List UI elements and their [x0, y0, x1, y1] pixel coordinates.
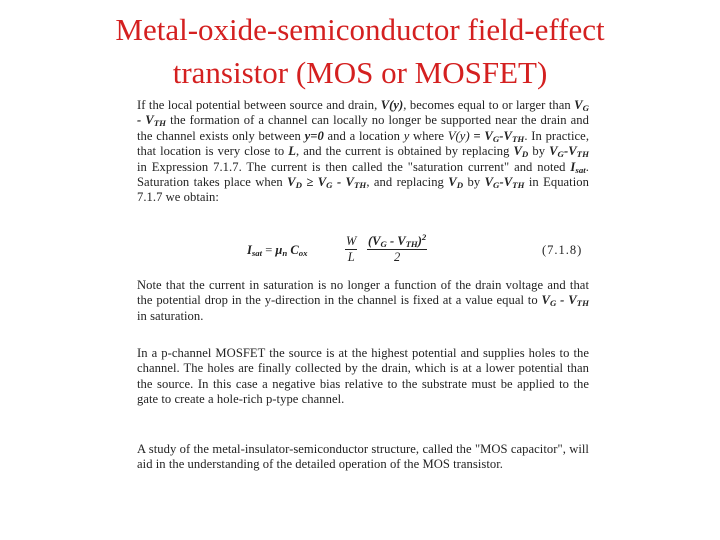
equation-7-1-8 — [247, 232, 592, 268]
slide-title-line-1: Metal-oxide-semiconductor field-effect — [115, 12, 605, 47]
math-vg: $V_G$ — [541, 293, 557, 309]
paragraph-saturation-explanation — [137, 98, 589, 206]
math-y0: y=0 — [304, 128, 324, 143]
fraction-w-over-l: $\frac{W}{L}$ — [346, 234, 357, 264]
equation-lhs: $I_{sat} = \mu_n$ $C_{ox}$ — [247, 243, 308, 258]
fraction-vg-vth-squared: $(V_G - V_{TH})^2$ 2 — [368, 232, 427, 264]
math-vth: $V_{TH}$ — [503, 128, 525, 144]
text-run: , and the current is obtained by replacing — [296, 144, 514, 159]
text-run: where — [409, 128, 448, 143]
math-isat: $I_{sat}$ — [570, 159, 586, 175]
text-run: by — [528, 144, 550, 159]
math-vth: $V_{TH}$ — [568, 293, 589, 309]
math-minus: - — [563, 144, 569, 159]
math-v-of-y: V(y) — [447, 128, 470, 143]
paragraph-p-channel: In a p-channel MOSFET the source is at the highest potential and supplies holes to the channel. The holes are finally collected by the drain, which is at a lower potential than the source. In this case a negative bias relative to the substrate must be applied to the gate to create a hole-rich p-type channel. — [137, 346, 589, 407]
math-minus: - — [499, 128, 504, 143]
math-minus: - — [556, 293, 569, 308]
math-vth: $V_{TH}$ — [568, 144, 589, 160]
slide-title-line-2: transistor (MOS or MOSFET) — [172, 55, 548, 90]
math-vd: $V_D$ — [448, 175, 464, 191]
paragraph-saturation-note — [137, 278, 589, 324]
math-vth: $V_{TH}$ — [503, 175, 525, 191]
slide-title — [0, 8, 720, 94]
math-vth: $V_{TH}$ — [145, 113, 167, 129]
math-l: L — [288, 144, 296, 159]
math-vg: $V_G$ — [484, 128, 500, 144]
math-v-of-y: V(y) — [380, 98, 404, 112]
text-run: . Saturation takes place when — [137, 159, 589, 190]
text-run: . In practice, that location is very close to — [137, 128, 590, 159]
math-geq: ≥ — [302, 175, 318, 190]
text-run: the formation of a channel can locally no longer be supported near the drain and the channel exists only between — [137, 113, 589, 143]
math-vg: $V_G$ — [484, 175, 500, 191]
text-run: Note that the current in saturation is no longer a function of the drain voltage and that the potential drop in the y-direction in the channel is fixed at a value equal to — [137, 278, 589, 308]
equation-number: (7.1.8) — [542, 243, 583, 257]
math-vd: $V_D$ — [513, 144, 529, 160]
math-equals: = — [469, 128, 485, 143]
text-run: in saturation. — [137, 308, 204, 323]
text-run: , becomes equal to or larger than — [403, 98, 575, 112]
math-vg: $V_G$ — [574, 98, 590, 113]
math-y: y — [403, 128, 410, 143]
text-run: If the local potential between source and drain, — [137, 98, 381, 112]
math-minus: - — [499, 175, 504, 190]
math-vg: $V_G$ — [317, 175, 333, 191]
math-minus: - — [332, 175, 346, 190]
math-vg: $V_G$ — [549, 144, 564, 160]
text-run: , and replacing — [366, 175, 449, 190]
text-run: in Expression 7.1.7. The current is then called the "saturation current" and noted — [137, 159, 571, 174]
math-minus: - — [137, 113, 146, 128]
math-vd: $V_D$ — [287, 175, 303, 191]
text-run: and a location — [323, 128, 404, 143]
paragraph-mos-capacitor: A study of the metal-insulator-semiconductor structure, called the "MOS capacitor", will aid in the understanding of the detailed operation of the MOS transistor. — [137, 442, 589, 472]
text-run: by — [463, 175, 485, 190]
text-run: in Equation 7.1.7 we obtain: — [137, 175, 589, 205]
math-vth: $V_{TH}$ — [345, 175, 367, 191]
